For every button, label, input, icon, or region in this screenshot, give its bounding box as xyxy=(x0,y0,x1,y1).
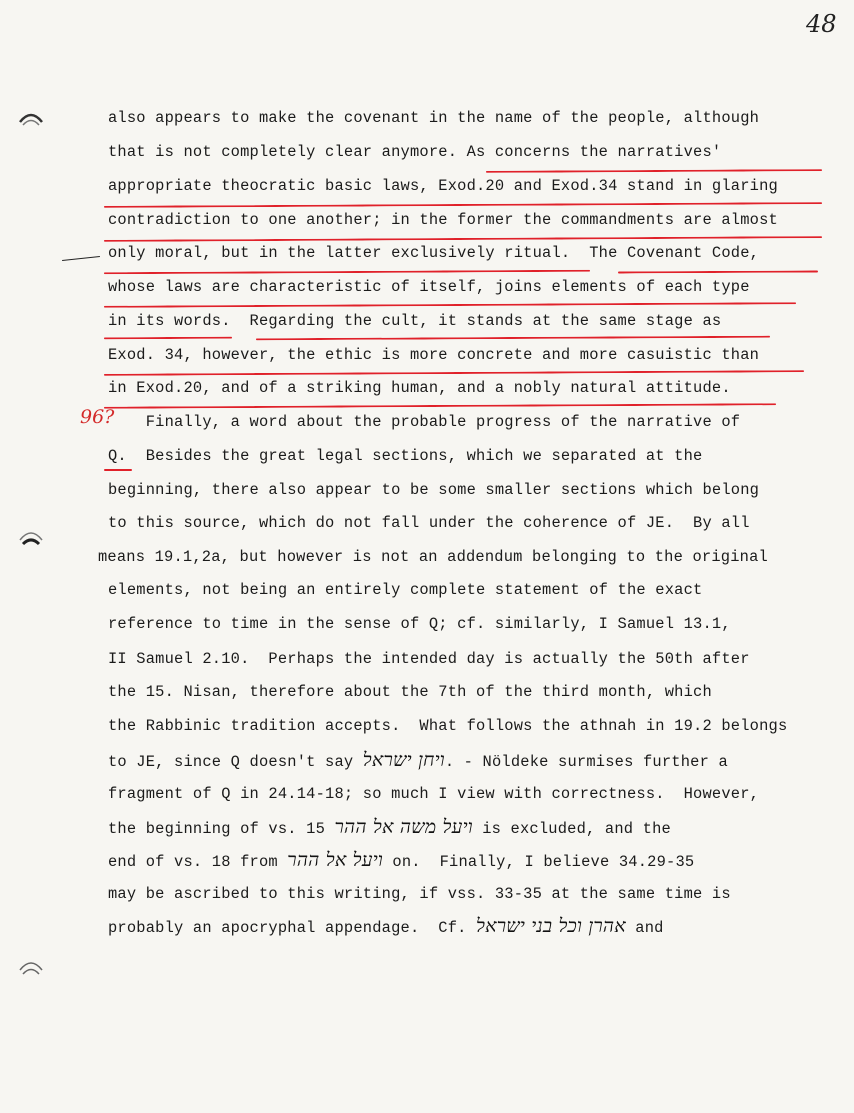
text-line xyxy=(108,716,787,736)
hebrew-handwritten-phrase: ויעל משה אל ההר xyxy=(334,816,473,838)
red-underline xyxy=(486,169,822,173)
text-segment: only moral, but in the latter exclusively ritual. The Covenant Code, xyxy=(108,244,760,262)
red-underline xyxy=(104,236,822,242)
text-segment: II Samuel 2.10. Perhaps the intended day is actually the 50th after xyxy=(108,650,750,668)
text-line xyxy=(98,547,768,567)
text-segment: Q. Besides the great legal sections, which we separated at the xyxy=(108,447,703,465)
text-line xyxy=(108,108,759,128)
margin-dash-mark xyxy=(62,256,100,261)
text-segment: is excluded, and the xyxy=(472,820,671,838)
red-underline xyxy=(104,270,590,275)
margin-note: 96? xyxy=(80,406,115,428)
red-underline xyxy=(104,370,804,376)
text-line xyxy=(108,378,731,398)
text-segment: and xyxy=(625,919,664,937)
text-line xyxy=(108,345,759,365)
text-segment: Exod. 34, however, the ethic is more concrete and more casuistic than xyxy=(108,346,760,364)
text-line xyxy=(108,784,759,804)
punch-hole-icon xyxy=(18,954,44,976)
text-line xyxy=(108,614,731,634)
text-segment: means 19.1,2a, but however is not an addendum belonging to the original xyxy=(98,548,768,566)
text-segment: fragment of Q in 24.14-18; so much I view with correctness. However, xyxy=(108,785,760,803)
text-line xyxy=(108,412,740,432)
text-line xyxy=(108,750,728,772)
text-segment: also appears to make the covenant in the name of the people, although xyxy=(108,109,760,127)
red-underline xyxy=(104,337,232,340)
red-underline xyxy=(104,302,796,308)
text-segment: on. Finally, I believe 34.29-35 xyxy=(382,853,695,871)
text-line xyxy=(108,850,694,872)
text-line xyxy=(108,682,712,702)
text-segment: contradiction to one another; in the former the commandments are almost xyxy=(108,211,778,229)
text-segment: in Exod.20, and of a striking human, and a nobly natural attitude. xyxy=(108,379,731,397)
text-line xyxy=(108,243,759,263)
red-underline xyxy=(104,469,132,471)
red-underline xyxy=(256,336,770,341)
text-segment: the beginning of vs. 15 xyxy=(108,820,335,838)
text-line xyxy=(108,817,671,839)
hebrew-handwritten-phrase: ויחן ישראל xyxy=(362,749,445,771)
red-underline xyxy=(618,270,818,273)
text-line xyxy=(108,277,750,297)
text-line xyxy=(108,446,702,466)
text-segment: whose laws are characteristic of itself, joins elements of each type xyxy=(108,278,750,296)
text-line xyxy=(108,580,702,600)
text-segment: end of vs. 18 from xyxy=(108,853,288,871)
red-underline xyxy=(104,403,776,409)
text-segment: beginning, there also appear to be some smaller sections which belong xyxy=(108,481,760,499)
text-line xyxy=(108,480,759,500)
red-underline xyxy=(104,202,822,208)
text-line xyxy=(108,210,778,230)
text-segment: probably an apocryphal appendage. Cf. xyxy=(108,919,476,937)
text-segment: to JE, since Q doesn't say xyxy=(108,753,363,771)
text-segment: the 15. Nisan, therefore about the 7th of the third month, which xyxy=(108,683,712,701)
text-segment: the Rabbinic tradition accepts. What follows the athnah in 19.2 belongs xyxy=(108,717,788,735)
punch-hole-icon xyxy=(18,106,44,128)
text-segment: . - Nöldeke surmises further a xyxy=(444,753,728,771)
text-segment: reference to time in the sense of Q; cf. similarly, I Samuel 13.1, xyxy=(108,615,731,633)
text-segment: elements, not being an entirely complete statement of the exact xyxy=(108,581,703,599)
text-segment: in its words. Regarding the cult, it stands at the same stage as xyxy=(108,312,722,330)
text-line xyxy=(108,142,721,162)
page-number: 48 xyxy=(806,10,837,38)
text-line xyxy=(108,311,721,331)
text-line xyxy=(108,176,778,196)
text-line xyxy=(108,513,750,533)
text-line xyxy=(108,649,750,669)
hebrew-handwritten-phrase: ויעל אל ההר xyxy=(287,849,383,871)
text-segment: that is not completely clear anymore. As concerns the narratives' xyxy=(108,143,722,161)
text-line xyxy=(108,916,664,938)
text-segment: may be ascribed to this writing, if vss. 33-35 at the same time is xyxy=(108,885,731,903)
text-segment: Finally, a word about the probable progress of the narrative of xyxy=(108,413,741,431)
text-line xyxy=(108,884,731,904)
hebrew-handwritten-phrase: אהרן וכל בני ישראל xyxy=(476,915,626,937)
punch-hole-icon xyxy=(18,524,44,546)
text-segment: to this source, which do not fall under the coherence of JE. By all xyxy=(108,514,750,532)
text-segment: appropriate theocratic basic laws, Exod.20 and Exod.34 stand in glaring xyxy=(108,177,778,195)
